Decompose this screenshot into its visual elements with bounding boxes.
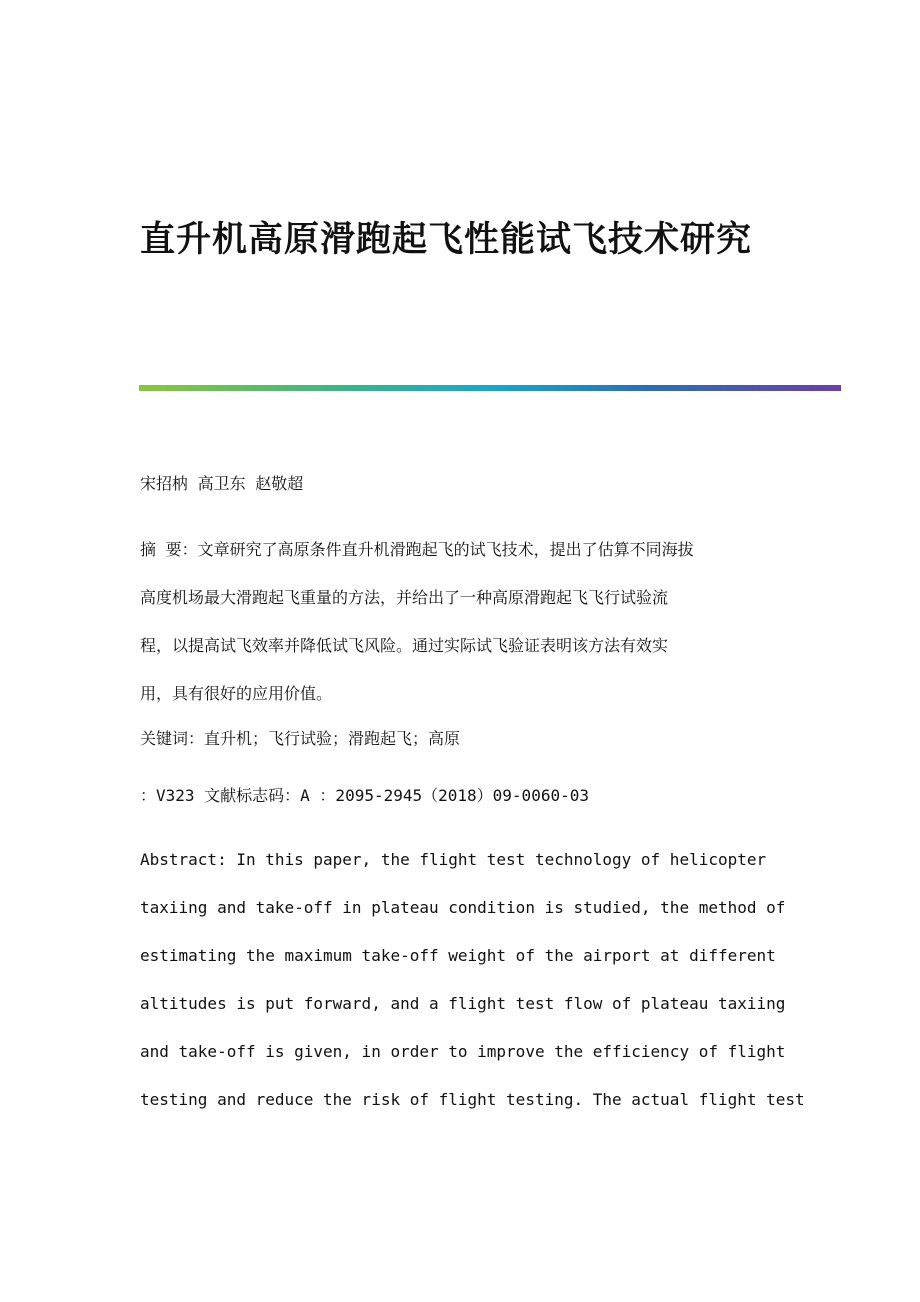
abstract-en-line: Abstract: In this paper, the flight test technology of helicopter xyxy=(140,850,767,869)
abstract-en-line: and take-off is given, in order to improve the efficiency of flight xyxy=(140,1042,786,1061)
abstract-cn-line: 高度机场最大滑跑起飞重量的方法，并给出了一种高原滑跑起飞飞行试验流 xyxy=(140,588,669,607)
abstract-cn-line: 用，具有很好的应用价值。 xyxy=(140,684,333,703)
keywords: 关键词：直升机；飞行试验；滑跑起飞；高原 xyxy=(140,729,461,748)
abstract-en xyxy=(140,836,805,1124)
abstract-en-line: estimating the maximum take-off weight of the airport at different xyxy=(140,946,776,965)
classification-codes: ：V323 文献标志码：A ：2095-2945（2018）09-0060-03 xyxy=(140,786,589,805)
abstract-cn-line: 摘 要：文章研究了高原条件直升机滑跑起飞的试飞技术，提出了估算不同海拔 xyxy=(140,540,694,559)
abstract-cn-line: 程，以提高试飞效率并降低试飞风险。通过实际试飞验证表明该方法有效实 xyxy=(140,636,669,655)
authors: 宋招枘 高卫东 赵敬超 xyxy=(140,474,304,493)
abstract-en-line: taxiing and take-off in plateau condition is studied, the method of xyxy=(140,898,786,917)
gradient-divider xyxy=(139,385,841,391)
abstract-en-line: testing and reduce the risk of flight testing. The actual flight test xyxy=(140,1090,805,1109)
abstract-en-line: altitudes is put forward, and a flight test flow of plateau taxiing xyxy=(140,994,786,1013)
page-title: 直升机高原滑跑起飞性能试飞技术研究 xyxy=(140,219,753,260)
abstract-cn xyxy=(140,526,800,718)
